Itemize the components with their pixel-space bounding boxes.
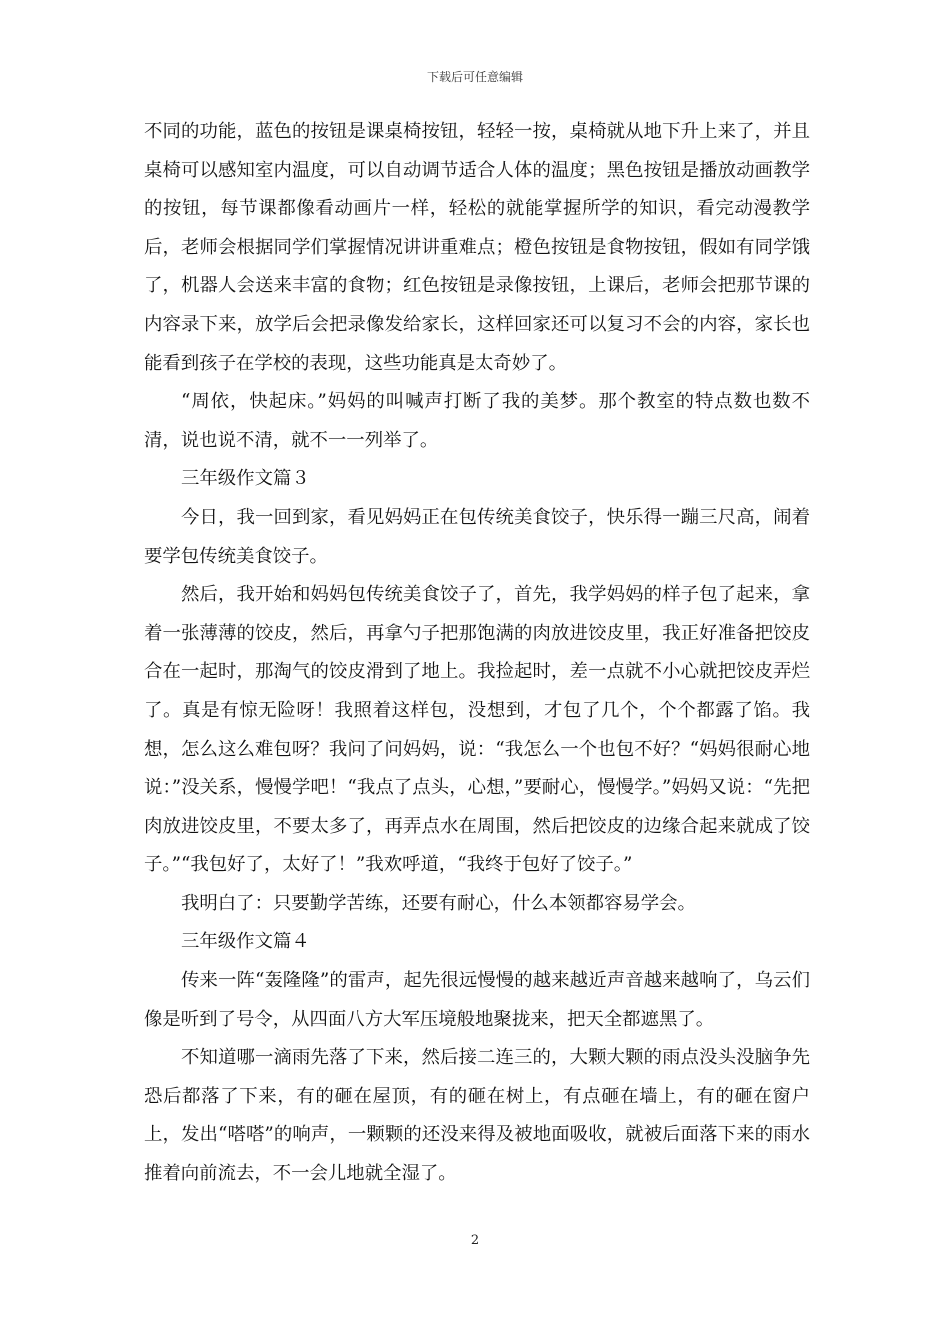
page-number: 2 [470,1233,480,1248]
document-body [144,113,810,1194]
paragraph-7: 不知道哪一滴雨先落了下来，然后接二连三的，大颗大颗的雨点没头没脑争先恐后都落了下来，有的砸在屋顶，有的砸在树上，有点砸在墙上，有的砸在窗户上，发出“嗒嗒”的响声，一颗颗的还没来得及被地面吸收，就被后面落下来的雨水推着向前流去，不一会儿地就全湿了。 [144,1047,810,1185]
paragraph-6: 传来一阵“轰隆隆”的雷声，起先很远慢慢的越来越近声音越来越响了，乌云们像是听到了号令，从四面八方大军压境般地聚拢来，把天全都遮黑了。 [144,970,810,1030]
page-header: 下载后可任意编辑 [426,70,523,84]
paragraph-5: 我明白了：只要勤学苦练，还要有耐心，什么本领都容易学会。 [181,892,696,914]
section-heading-4: 三年级作文篇４ [181,931,310,953]
paragraph-1: 不同的功能，蓝色的按钮是课桌椅按钮，轻轻一按，桌椅就从地下升上来了，并且桌椅可以感知室内温度，可以自动调节适合人体的温度；黑色按钮是播放动画教学的按钮，每节课都像看动画片一样，轻松的就能掌握所学的知识，看完动漫教学后，老师会根据同学们掌握情况讲讲重难点；橙色按钮是食物按钮，假如有同学饿了，机器人会送来丰富的食物；红色按钮是录像按钮，上课后，老师会把那节课的内容录下来，放学后会把录像发给家长，这样回家还可以复习不会的内容，家长也能看到孩子在学校的表现，这些功能真是太奇妙了。 [144,121,810,374]
paragraph-3: 今日，我一回到家，看见妈妈正在包传统美食饺子，快乐得一蹦三尺高，闹着要学包传统美食饺子。 [144,506,810,567]
section-heading-3: 三年级作文篇３ [181,468,310,490]
paragraph-4: 然后，我开始和妈妈包传统美食饺子了，首先，我学妈妈的样子包了起来，拿着一张薄薄的饺皮，然后，再拿勺子把那饱满的肉放进饺皮里，我正好准备把饺皮合在一起时，那淘气的饺皮滑到了地上。我捡起时，差一点就不小心就把饺皮弄烂了。真是有惊无险呀！我照着这样包，没想到，才包了几个，个个都露了馅。我想，怎么这么难包呀？我问了问妈妈，说：“我怎么一个也包不好？“妈妈很耐心地说：”没关系，慢慢学吧！“我点了点头，心想，”要耐心，慢慢学。”妈妈又说：“先把肉放进饺皮里，不要太多了，再弄点水在周围，然后把饺皮的边缘合起来就成了饺子。”“我包好了，太好了！”我欢呼道，“我终于包好了饺子。” [144,584,810,876]
paragraph-2: “周依，快起床。”妈妈的叫喊声打断了我的美梦。那个教室的特点数也数不清，说也说不清，就不一一列举了。 [144,391,810,451]
